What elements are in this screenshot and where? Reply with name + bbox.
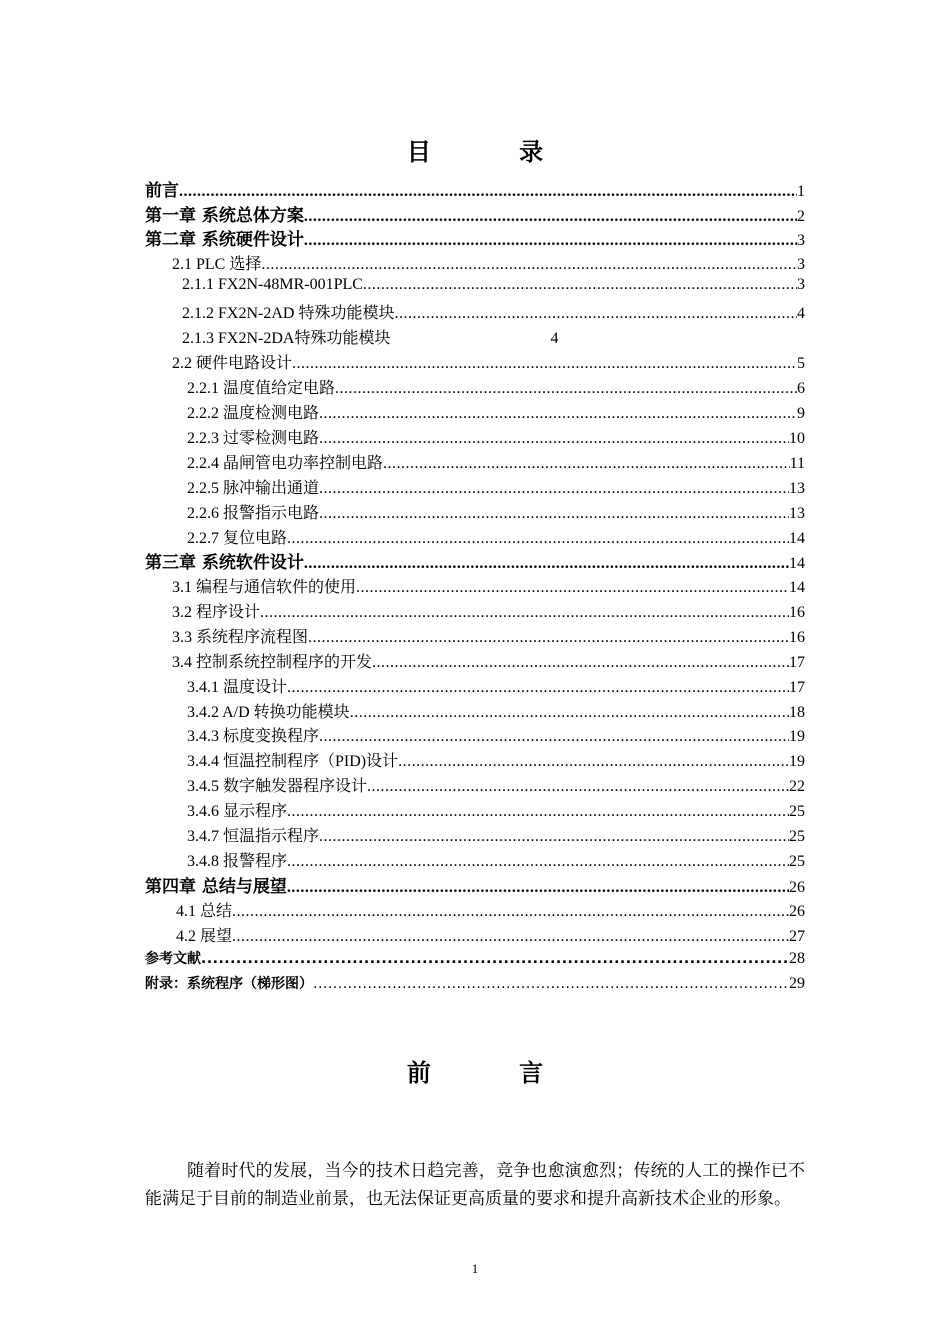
toc-entry-label: 2.2.3 过零检测电路 xyxy=(187,430,320,447)
toc-entry[interactable] xyxy=(176,923,805,946)
toc-entry-label: 3.3 系统程序流程图 xyxy=(172,629,309,646)
toc-entry-label: 3.4.4 恒温控制程序（PID)设计 xyxy=(187,753,399,770)
toc-entry-label: 第四章 总结与展望 xyxy=(145,877,287,897)
toc-entry-page: 16 xyxy=(789,629,805,646)
toc-entry[interactable] xyxy=(145,973,805,993)
toc-entry-page: 25 xyxy=(789,828,805,845)
toc-entry-page: 28 xyxy=(789,950,805,967)
toc-entry-label: 附录：系统程序（梯形图） xyxy=(145,976,313,992)
toc-entry-page: 22 xyxy=(789,778,805,795)
toc-leader xyxy=(319,728,789,746)
toc-entry-label: 3.4.1 温度设计 xyxy=(187,679,288,696)
toc-entry-label: 3.1 编程与通信软件的使用 xyxy=(172,579,357,596)
toc-entry-page: 5 xyxy=(797,355,805,372)
toc-entry-page: 10 xyxy=(789,430,805,447)
toc-entry[interactable] xyxy=(145,201,805,226)
toc-entry-page: 4 xyxy=(797,305,805,322)
toc-entry-label: 3.2 程序设计 xyxy=(172,604,261,621)
toc-title: 目 录 xyxy=(406,138,584,166)
toc-leader xyxy=(350,704,789,722)
toc-entry[interactable] xyxy=(182,300,805,323)
toc-leader xyxy=(287,803,789,821)
toc-entry-page: 29 xyxy=(789,975,805,992)
toc-entry-page: 18 xyxy=(789,704,805,721)
toc-entry-page: 17 xyxy=(789,679,805,696)
toc-entry[interactable] xyxy=(187,699,805,722)
toc-leader xyxy=(287,879,789,897)
toc-entry[interactable] xyxy=(176,898,805,921)
toc-entry-label: 4.1 总结 xyxy=(176,903,233,920)
toc-entry-label: 3.4 控制系统控制程序的开发 xyxy=(172,654,373,671)
toc-entry[interactable] xyxy=(172,350,805,373)
toc-entry[interactable] xyxy=(187,500,805,523)
toc-entry[interactable] xyxy=(145,225,805,250)
toc-leader xyxy=(319,430,789,448)
toc-entry[interactable] xyxy=(145,872,805,897)
toc-leader xyxy=(398,753,789,771)
toc-entry-page: 26 xyxy=(789,903,805,920)
toc-leader xyxy=(319,405,797,423)
toc-entry[interactable] xyxy=(187,400,805,423)
toc-entry-label: 前言 xyxy=(145,181,179,201)
toc-entry-page: 13 xyxy=(789,480,805,497)
toc-entry-label: 2.2.4 晶闸管电功率控制电路 xyxy=(187,455,384,472)
toc-leader xyxy=(372,654,789,672)
toc-leader xyxy=(304,232,797,250)
toc-leader xyxy=(335,380,797,398)
toc-entry-label: 参考文献 xyxy=(145,951,201,967)
toc-entry-page: 1 xyxy=(797,183,805,200)
toc-entry-label: 3.4.6 显示程序 xyxy=(187,803,288,820)
toc-entry[interactable] xyxy=(187,475,805,498)
toc-entry[interactable] xyxy=(145,176,805,201)
toc-entry-label: 2.2 硬件电路设计 xyxy=(172,355,293,372)
toc-leader xyxy=(367,778,789,796)
toc-entry-page: 27 xyxy=(789,928,805,945)
toc-entry-page: 6 xyxy=(797,380,805,397)
toc-entry-label: 3.4.2 A/D 转换功能模块 xyxy=(187,704,350,721)
toc-entry-label: 2.1.2 FX2N-2AD 特殊功能模块 xyxy=(182,305,395,322)
toc-entry-page: 3 xyxy=(797,276,805,293)
toc-entry-label: 3.4.5 数字触发器程序设计 xyxy=(187,778,368,795)
toc-leader xyxy=(232,928,789,946)
toc-entry[interactable] xyxy=(182,276,805,294)
toc-entry-page: 19 xyxy=(789,728,805,745)
toc-entry[interactable] xyxy=(187,375,805,398)
toc-entry-label: 第一章 系统总体方案 xyxy=(145,206,304,226)
toc-entry[interactable] xyxy=(187,674,805,697)
toc-leader xyxy=(383,455,790,473)
toc-entry-label: 2.2.5 脉冲输出通道 xyxy=(187,480,320,497)
toc-leader xyxy=(319,505,789,523)
toc-entry-page: 25 xyxy=(789,853,805,870)
toc-entry-page: 26 xyxy=(789,879,805,896)
toc-entry-page: 9 xyxy=(797,405,805,422)
toc-entry[interactable] xyxy=(187,425,805,448)
toc-entry-label: 2.1 PLC 选择 xyxy=(172,256,262,273)
toc-leader xyxy=(201,951,789,967)
toc-entry[interactable] xyxy=(172,649,805,672)
preface-paragraph: 随着时代的发展，当今的技术日趋完善，竞争也愈演愈烈；传统的人工的操作已不能满足于目前的制造业前景，也无法保证更高质量的要求和提升高新技术企业的形象。 xyxy=(145,1161,805,1209)
toc-leader xyxy=(304,555,789,573)
page-number: 1 xyxy=(471,1261,479,1276)
toc-entry-label: 2.2.7 复位电路 xyxy=(187,530,288,547)
toc-leader xyxy=(304,208,797,226)
toc-entry-label: 4.2 展望 xyxy=(176,928,233,945)
toc-entry-page: 14 xyxy=(789,530,805,547)
toc-leader xyxy=(308,629,789,647)
toc-leader xyxy=(287,530,789,548)
toc-leader xyxy=(179,183,797,201)
toc-entry[interactable] xyxy=(187,773,805,796)
toc-leader xyxy=(394,305,797,323)
toc-entry-page: 2 xyxy=(797,208,805,225)
toc-entry[interactable] xyxy=(145,948,805,968)
toc-entry-page: 13 xyxy=(789,505,805,522)
toc-leader xyxy=(319,480,789,498)
toc-entry-label: 3.4.8 报警程序 xyxy=(187,853,288,870)
toc-entry-page: 25 xyxy=(789,803,805,820)
toc-leader xyxy=(287,679,789,697)
toc-entry[interactable] xyxy=(187,748,805,771)
toc-entry-label: 2.2.2 温度检测电路 xyxy=(187,405,320,422)
toc-leader xyxy=(292,355,797,373)
toc-entry-page: 17 xyxy=(789,654,805,671)
toc-entry-label: 第二章 系统硬件设计 xyxy=(145,230,304,250)
toc-entry[interactable] xyxy=(187,798,805,821)
toc-entry-label: 3.4.3 标度变换程序 xyxy=(187,728,320,745)
toc-entry[interactable] xyxy=(172,599,805,622)
toc-entry-page: 16 xyxy=(789,604,805,621)
toc-entry-label: 2.2.1 温度值给定电路 xyxy=(187,380,336,397)
toc-entry[interactable] xyxy=(172,574,805,597)
toc-leader xyxy=(232,903,789,921)
preface-title: 前 言 xyxy=(406,1059,584,1087)
toc-entry-page: 3 xyxy=(797,232,805,249)
toc-leader xyxy=(260,604,789,622)
toc-entry-page: 19 xyxy=(789,753,805,770)
toc-entry-page: 4 xyxy=(550,330,559,347)
toc-entry[interactable] xyxy=(187,525,805,548)
toc-leader xyxy=(356,579,789,597)
toc-entry-label: 2.1.3 FX2N-2DA特殊功能模块 xyxy=(182,330,391,347)
toc-entry-page: 14 xyxy=(789,555,805,572)
toc-leader xyxy=(319,828,789,846)
toc-entry-label: 3.4.7 恒温指示程序 xyxy=(187,828,320,845)
toc-entry[interactable] xyxy=(172,251,805,274)
toc-entry-label: 第三章 系统软件设计 xyxy=(145,553,304,573)
toc-entry-label: 2.1.1 FX2N-48MR-001PLC xyxy=(182,276,363,293)
toc-leader xyxy=(261,256,797,274)
toc-entry[interactable] xyxy=(187,823,805,846)
toc-entry[interactable] xyxy=(187,723,805,746)
toc-entry-page: 14 xyxy=(789,579,805,596)
toc-entry[interactable] xyxy=(187,848,805,871)
toc-entry-page: 3 xyxy=(797,256,805,273)
toc-leader xyxy=(313,976,789,992)
toc-entry[interactable] xyxy=(145,548,805,573)
toc-leader xyxy=(287,853,789,871)
toc-leader xyxy=(363,276,797,294)
toc-entry-page: 11 xyxy=(789,455,805,472)
toc-entry[interactable] xyxy=(187,450,805,473)
toc-entry[interactable] xyxy=(182,325,558,348)
toc-entry[interactable] xyxy=(172,624,805,647)
toc-entry-label: 2.2.6 报警指示电路 xyxy=(187,505,320,522)
